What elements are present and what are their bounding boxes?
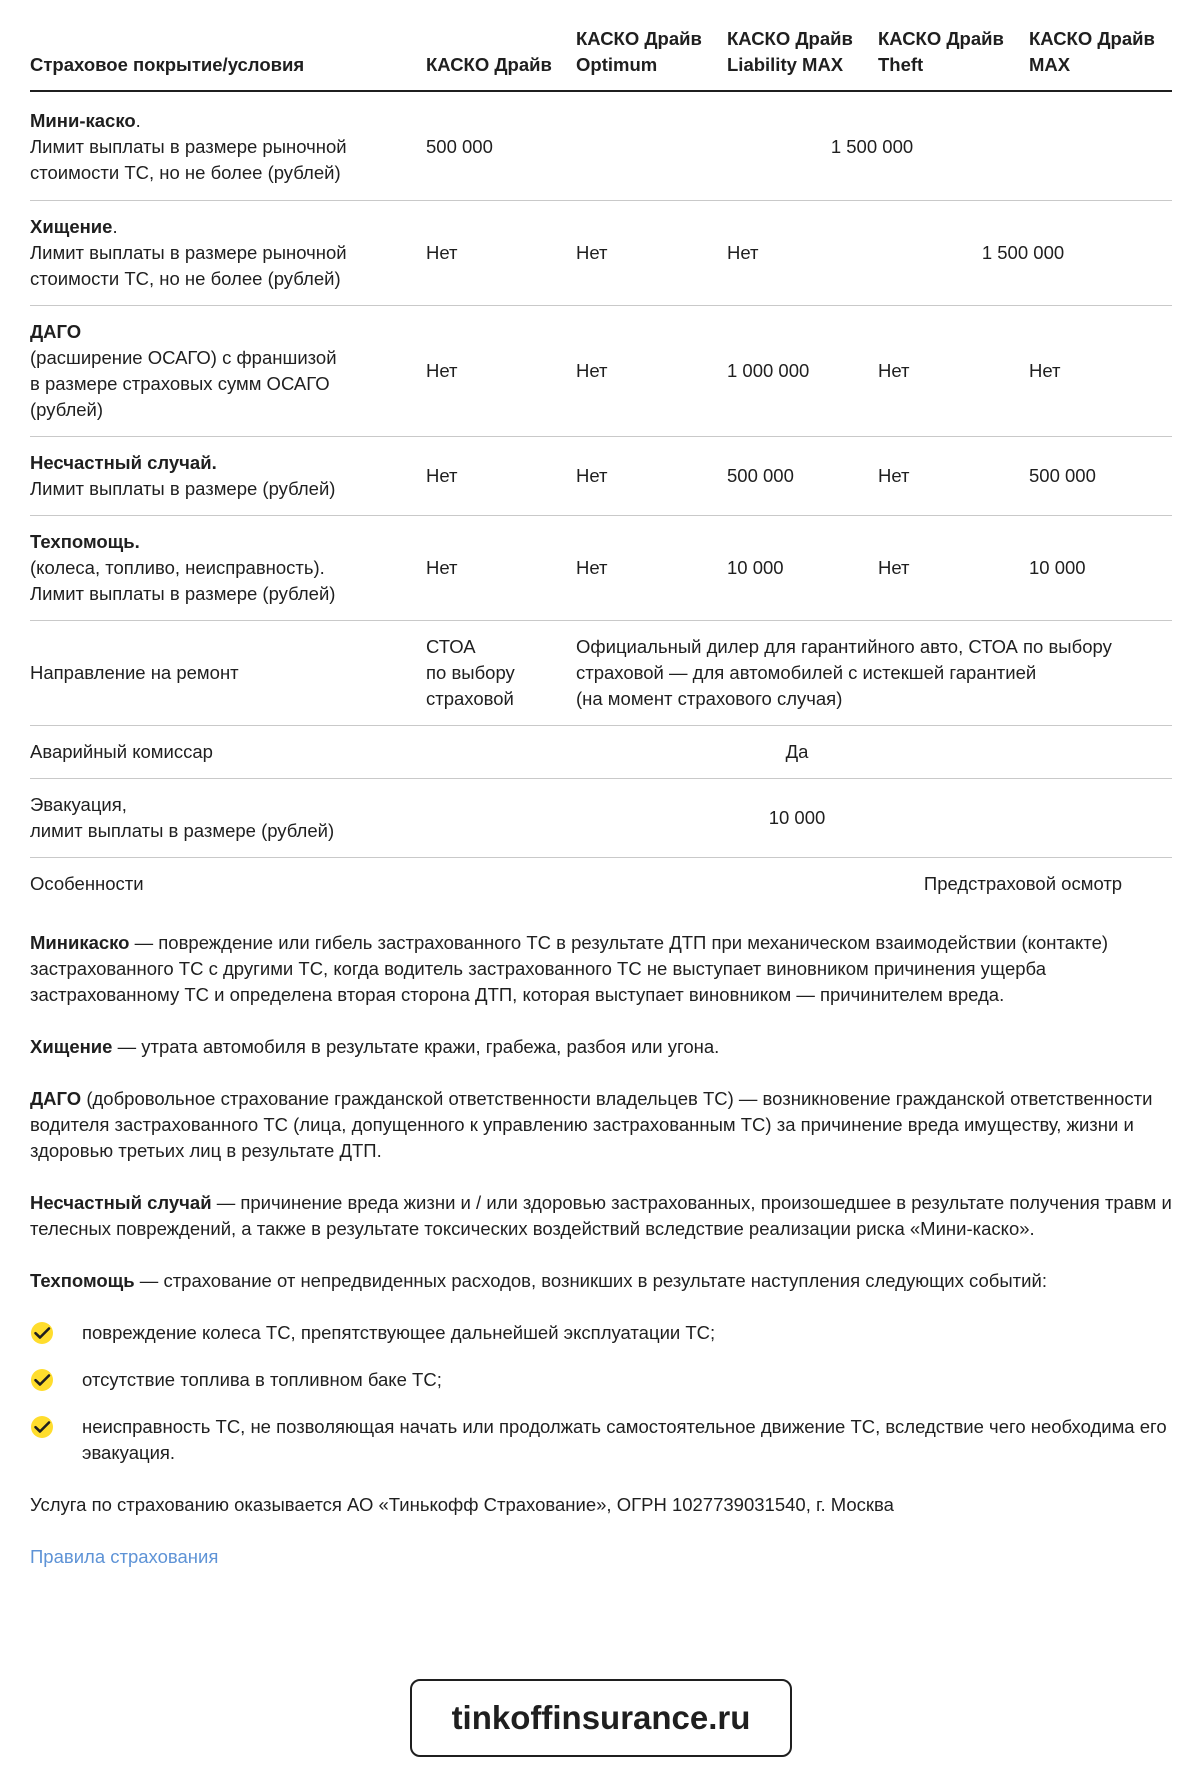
provider-note: Услуга по страхованию оказывается АО «Тинькофф Страхование», ОГРН 1027739031540, г. Москва	[30, 1494, 894, 1515]
table-row-dago	[30, 306, 1172, 437]
cell-value-merged: 1 500 000	[576, 91, 1172, 201]
cell-value: Нет	[576, 306, 727, 437]
definition-text: (добровольное страхование гражданской ответственности владельцев ТС) — возникновение гражданской ответственности водителя застрахованного ТС (лица, допущенного к управлению застрахованным ТС) за причинение вреда имуществу, жизни и здоровью третьих лиц в результате ДТП.	[30, 1088, 1153, 1161]
definition-term: Несчастный случай	[30, 1192, 212, 1213]
row-label	[30, 516, 426, 621]
row-label: Эвакуация, лимит выплаты в размере (рублей)	[30, 779, 426, 858]
cell-value-merged: Предстраховой осмотр	[923, 873, 1123, 894]
cell-value-merged: 10 000	[426, 779, 1172, 858]
cell-value: СТОА по выбору страховой	[426, 621, 576, 726]
header-kasko-drive-liability-max: КАСКО Драйв Liability MAX	[727, 0, 878, 91]
cell-value: 10 000	[1029, 516, 1172, 621]
cell-value: Нет	[727, 201, 878, 306]
definition-term: Хищение	[30, 1036, 113, 1057]
check-circle-icon	[30, 1415, 54, 1439]
definition-term: Техпомощь	[30, 1270, 135, 1291]
row-label: Особенности	[30, 873, 144, 894]
definition-text: — повреждение или гибель застрахованного ТС в результате ДТП при механическом взаимодействии (контакте) застрахованного ТС с другими ТС, когда водитель застрахованного ТС не выступает виновником причинения ущерба застрахованному ТС и определена вторая сторона ДТП, которая выступает виновником — причинителем вреда.	[30, 932, 1109, 1005]
header-kasko-drive-max: КАСКО Драйв MAX	[1029, 0, 1172, 91]
table-row-features	[30, 858, 1172, 911]
row-title-suffix: .	[112, 216, 118, 237]
header-kasko-drive-theft: КАСКО Драйв Theft	[878, 0, 1029, 91]
cell-value: Нет	[576, 516, 727, 621]
cell-value-merged: Да	[426, 726, 1172, 779]
definition-theft	[30, 1034, 1172, 1060]
definition-dago	[30, 1086, 1172, 1164]
website-button[interactable]: tinkoffinsurance.ru	[410, 1679, 792, 1757]
table-header-row	[30, 0, 1172, 91]
list-item	[30, 1414, 1172, 1466]
cell-value: 1 000 000	[727, 306, 878, 437]
cell-value: Нет	[1029, 306, 1172, 437]
table-row-evacuation	[30, 779, 1172, 858]
row-label: Направление на ремонт	[30, 621, 426, 726]
cell-value-merged: Официальный дилер для гарантийного авто, СТОА по выбору страховой — для автомобилей с истекшей гарантией (на момент страхового случая)	[576, 621, 1172, 726]
cell-value: Нет	[878, 437, 1029, 516]
table-row-mini-kasko	[30, 91, 1172, 201]
row-title: Мини-каско	[30, 110, 136, 131]
list-item	[30, 1367, 1172, 1393]
cell-value: Нет	[426, 437, 576, 516]
check-circle-icon	[30, 1321, 54, 1345]
insurance-rules-link[interactable]: Правила страхования	[30, 1546, 219, 1567]
row-description: Лимит выплаты в размере рыночной стоимости ТС, но не более (рублей)	[30, 136, 347, 183]
cell-value: Нет	[576, 437, 727, 516]
cell-value: 500 000	[426, 91, 576, 201]
list-item-text: неисправность ТС, не позволяющая начать или продолжать самостоятельное движение ТС, вследствие чего необходима его эвакуация.	[82, 1416, 1167, 1463]
cell-value: 500 000	[727, 437, 878, 516]
table-row-accident	[30, 437, 1172, 516]
coverage-table	[30, 0, 1172, 910]
row-title: Хищение	[30, 216, 113, 237]
cell-value: Нет	[878, 516, 1029, 621]
definition-text: — страхование от непредвиденных расходов, возникших в результате наступления следующих событий:	[134, 1270, 1047, 1291]
definition-term: ДАГО	[30, 1088, 82, 1109]
cell-value: Нет	[878, 306, 1029, 437]
cell-value: Нет	[426, 306, 576, 437]
header-kasko-drive-optimum: КАСКО Драйв Optimum	[576, 0, 727, 91]
list-item-text: отсутствие топлива в топливном баке ТС;	[82, 1369, 442, 1390]
row-description: Лимит выплаты в размере (рублей)	[30, 478, 336, 499]
cell-value: Нет	[426, 201, 576, 306]
cell-value: Нет	[576, 201, 727, 306]
list-item	[30, 1320, 1172, 1346]
definition-mini-kasko	[30, 930, 1172, 1008]
header-coverage: Страховое покрытие/условия	[30, 0, 426, 91]
definitions	[30, 930, 1172, 1570]
row-title: Техпомощь.	[30, 531, 140, 552]
row-description: (колеса, топливо, неисправность). Лимит выплаты в размере (рублей)	[30, 557, 336, 604]
row-label	[30, 437, 426, 516]
definition-text: — причинение вреда жизни и / или здоровью застрахованных, произошедшее в результате получения травм и телесных повреждений, а также в результате токсических воздействий вследствие реализации риска «Мини-каско».	[30, 1192, 1172, 1239]
cell-empty	[426, 858, 878, 911]
definition-text: — утрата автомобиля в результате кражи, грабежа, разбоя или угона.	[112, 1036, 720, 1057]
definition-tech-assistance	[30, 1268, 1172, 1294]
table-row-emergency-commissar	[30, 726, 1172, 779]
header-kasko-drive: КАСКО Драйв	[426, 0, 576, 91]
cell-value: 500 000	[1029, 437, 1172, 516]
table-row-tech-assistance	[30, 516, 1172, 621]
row-label: Аварийный комиссар	[30, 726, 426, 779]
table-row-repair-direction	[30, 621, 1172, 726]
cell-value-merged: 1 500 000	[878, 201, 1172, 306]
cell-value: 10 000	[727, 516, 878, 621]
tech-assistance-events-list	[30, 1320, 1172, 1466]
check-circle-icon	[30, 1368, 54, 1392]
row-label	[30, 201, 426, 306]
row-label	[30, 306, 426, 437]
table-row-theft	[30, 201, 1172, 306]
cell-value: Нет	[426, 516, 576, 621]
list-item-text: повреждение колеса ТС, препятствующее дальнейшей эксплуатации ТС;	[82, 1322, 716, 1343]
row-description: Лимит выплаты в размере рыночной стоимости ТС, но не более (рублей)	[30, 242, 347, 289]
row-title: ДАГО	[30, 321, 82, 342]
row-label	[30, 91, 426, 201]
row-title-suffix: .	[135, 110, 141, 131]
definition-accident	[30, 1190, 1172, 1242]
row-description: (расширение ОСАГО) с франшизой в размере страховых сумм ОСАГО (рублей)	[30, 347, 337, 420]
definition-term: Миникаско	[30, 932, 130, 953]
row-title: Несчастный случай.	[30, 452, 217, 473]
